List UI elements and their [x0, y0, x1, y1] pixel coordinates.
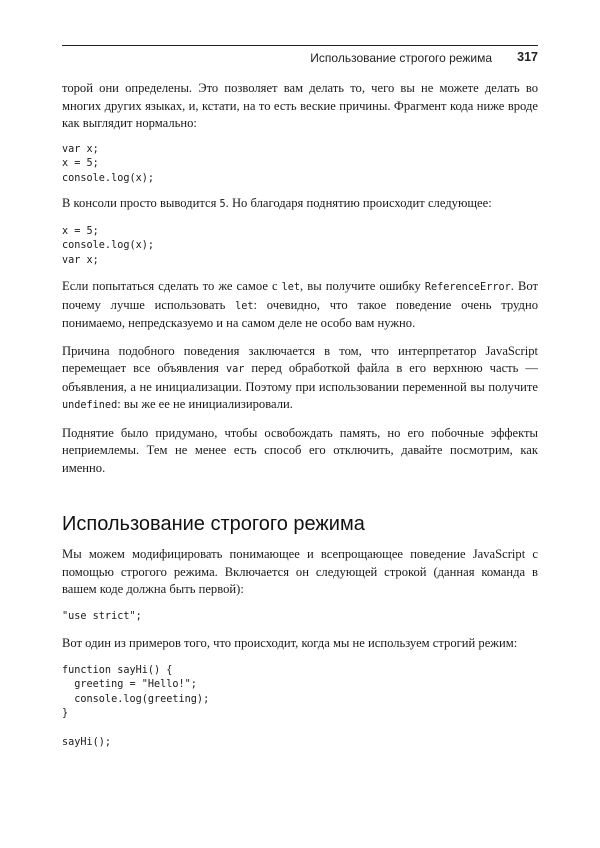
paragraph-7: Вот один из примеров того, что происходит, когда мы не используем строгий режим:: [62, 636, 518, 650]
inline-code: 5: [219, 199, 226, 210]
page-body: [62, 78, 538, 751]
inline-code: undefined: [62, 400, 118, 411]
section-heading: Использование строгого режима: [62, 513, 365, 535]
paragraph-3-text-c: . Вот почему лучше использовать: [62, 279, 538, 312]
code-block-4: function sayHi() { greeting = "Hello!"; console.log(greeting); } sayHi();: [62, 664, 210, 748]
paragraph-1: торой они определены. Это позволяет вам делать то, чего вы не можете делать во многих других языках, и, кстати, на то есть веские причины. Фрагмент кода ниже вроде как выглядит нормально:: [62, 81, 538, 130]
paragraph-6: Мы можем модифицировать понимающее и всепрощающее поведение JavaScript с помощью строгого режима. Включается он следующей строкой (данная команда в вашем коде должна быть первой):: [62, 547, 538, 596]
paragraph-4-text-c: : вы же ее не инициализировали.: [117, 397, 293, 411]
code-block-2: x = 5; console.log(x); var x;: [62, 225, 155, 266]
paragraph-2-text-a: В консоли просто выводится: [62, 196, 220, 210]
paragraph-4: [62, 343, 538, 415]
paragraph-4-text-b: перед обработкой файла в его верхнюю часть — объявления, а не инициализации. Поэтому при использовании переменной вы получите: [62, 361, 538, 394]
page-number: 317: [517, 50, 538, 64]
code-block-3: "use strict";: [62, 610, 142, 622]
paragraph-4-text-a: Причина подобного поведения заключается в том, что интерпретатор JavaScript перемещает все объявления: [62, 343, 538, 375]
paragraph-3-text-b: , вы получите ошибку: [300, 279, 425, 293]
paragraph-2: [62, 195, 538, 214]
paragraph-5: Поднятие было придумано, чтобы освобождать память, но его побочные эффекты неприемлемы. Тем не менее есть способ его отключить, давайте посмотрим, как именно.: [62, 425, 538, 475]
paragraph-3: [62, 278, 538, 333]
running-header: [62, 45, 538, 70]
paragraph-3-text-a: Если попытаться сделать то же самое с: [62, 279, 282, 293]
inline-code: let: [235, 300, 254, 312]
code-block-1: var x; x = 5; console.log(x);: [62, 143, 155, 184]
paragraph-3-text-d: : очевидно, что такое поведение очень трудно понимаемо, непредсказуемо и на самом деле не особо вам нужно.: [62, 297, 539, 330]
running-header-title: Использование строгого режима: [310, 51, 492, 65]
paragraph-2-text-b: . Но благодаря поднятию происходит следующее:: [225, 196, 492, 210]
inline-code: let: [281, 282, 301, 293]
inline-code: ReferenceError: [424, 282, 511, 293]
inline-code: var: [225, 364, 245, 375]
